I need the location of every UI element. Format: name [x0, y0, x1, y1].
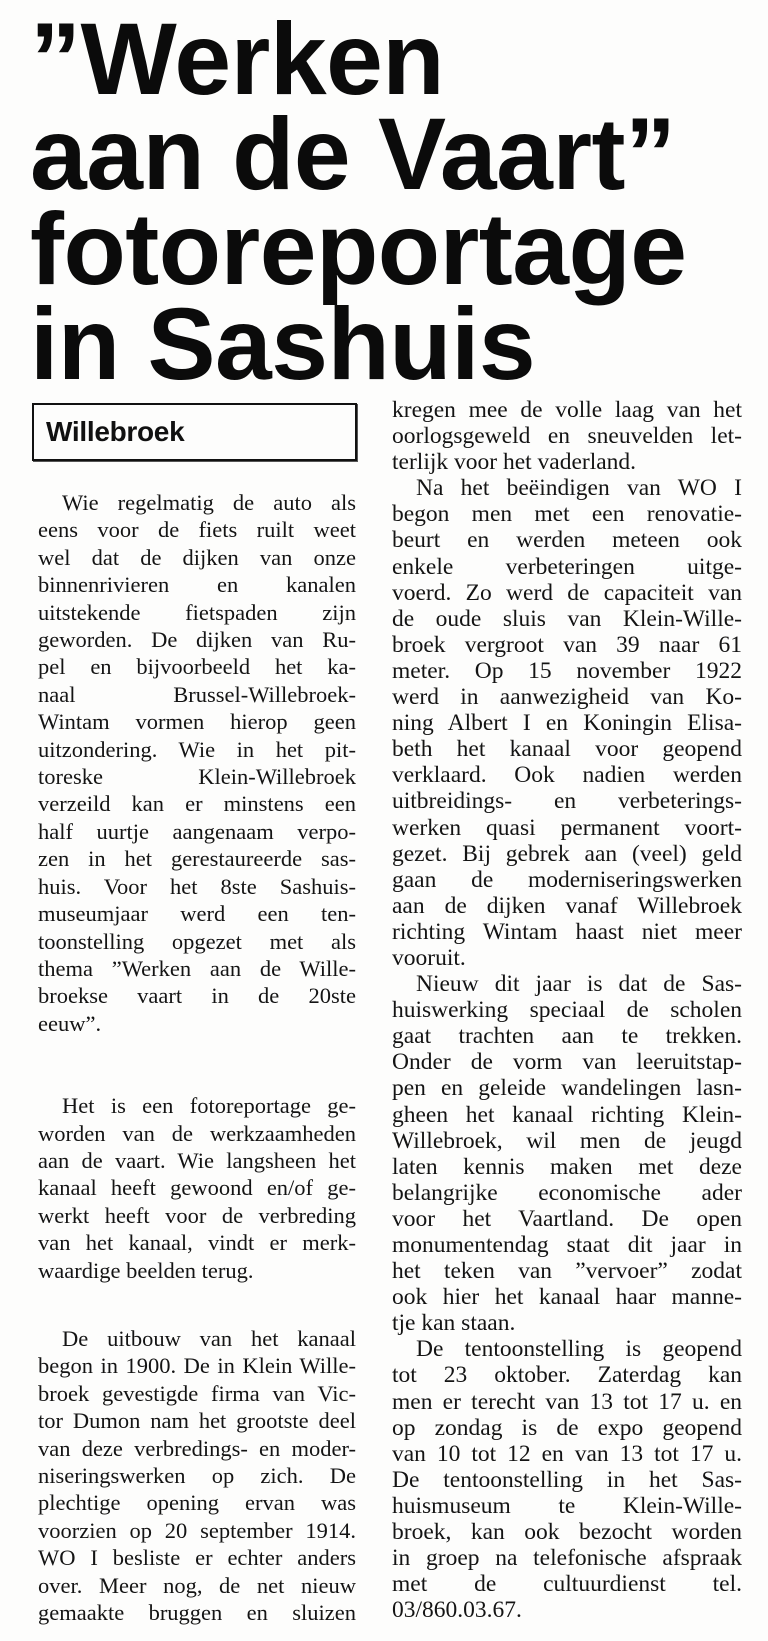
text-line: De tentoonstelling is geopend: [416, 1336, 742, 1363]
text-line: werkt heeft voor de verbreding: [38, 1202, 356, 1228]
text-line: in groep na telefonische afspraak: [392, 1545, 742, 1572]
text-line: De uitbouw van het kanaal: [62, 1325, 356, 1351]
text-line: uitbreidings- en verbeterings-: [392, 788, 742, 815]
text-line: over. Meer nog, de net nieuw: [38, 1572, 356, 1598]
text-line: richting Wintam haast niet meer: [392, 918, 742, 945]
text-line: gemaakte bruggen en sluizen: [38, 1600, 356, 1626]
text-line: van het kanaal, vindt er merk-: [38, 1230, 356, 1256]
text-line: verzeild kan er minstens een: [38, 791, 356, 817]
text-line: van 10 tot 12 en van 13 tot 17 u.: [392, 1440, 742, 1467]
text-line: het teken van ”vervoer” zodat: [392, 1258, 742, 1285]
text-line: voorzien op 20 september 1914.: [38, 1517, 356, 1543]
text-line: belangrijke economische ader: [392, 1179, 742, 1206]
text-line: werd in aanwezigheid van Ko-: [392, 684, 742, 711]
text-line: eens voor de fiets ruilt weet: [38, 517, 356, 543]
paragraph: [38, 1325, 356, 1626]
text-line: met de cultuurdienst tel.: [392, 1571, 742, 1598]
text-line: 03/860.03.67.: [392, 1597, 522, 1624]
text-line: De tentoonstelling in het Sas-: [392, 1466, 742, 1493]
text-line: vooruit.: [392, 944, 466, 971]
headline-line: ”Werken: [30, 2, 445, 116]
dateline: Willebroek: [46, 416, 185, 447]
text-line: Willebroek, wil men de jeugd: [392, 1127, 742, 1154]
text-line: broek gevestigde firma van Vic-: [38, 1380, 356, 1406]
paragraph: [392, 475, 742, 971]
text-line: wel dat de dijken van onze: [38, 544, 356, 570]
text-line: voerd. Zo werd de capaciteit van: [392, 579, 742, 606]
text-line: thema ”Werken aan de Wille-: [38, 955, 356, 981]
headline-line: in Sashuis: [30, 287, 536, 401]
text-line: beth het kanaal voor geopend: [392, 736, 742, 763]
text-line: huis. Voor het 8ste Sashuis-: [38, 873, 356, 899]
text-line: Nieuw dit jaar is dat de Sas-: [416, 971, 742, 998]
text-line: WO I besliste er echter anders: [38, 1545, 356, 1571]
right-column: [392, 397, 742, 1623]
text-line: voor het Vaartland. De open: [392, 1205, 742, 1232]
text-line: Het is een fotoreportage ge-: [62, 1093, 356, 1119]
text-line: toreske Klein-Willebroek: [38, 764, 356, 790]
text-line: werken quasi permanent voort-: [392, 814, 742, 841]
text-line: oorlogsgeweld en sneuvelden let-: [392, 423, 742, 450]
text-line: monumentendag staat dit jaar in: [392, 1232, 742, 1258]
text-line: beurt en werden meteen ook: [392, 527, 742, 554]
text-line: Onder de vorm van leeruitstap-: [392, 1049, 742, 1076]
paragraph: [38, 1092, 356, 1284]
text-line: gaat trachten aan te trekken.: [392, 1023, 742, 1050]
text-line: binnenrivieren en kanalen: [38, 572, 356, 598]
paragraph: [392, 1336, 742, 1623]
text-line: ook hier het kanaal haar manne-: [392, 1284, 742, 1311]
paragraph: [392, 397, 742, 475]
text-line: huiswerking speciaal de scholen: [392, 997, 742, 1024]
text-line: de oude sluis van Klein-Wille-: [392, 605, 742, 632]
text-line: uitzondering. Wie in het pit-: [38, 736, 356, 762]
text-line: naal Brussel-Willebroek-: [38, 681, 356, 707]
text-line: Na het beëindigen van WO I: [416, 475, 742, 502]
text-line: van deze verbredings- en moder-: [38, 1435, 356, 1461]
text-line: kregen mee de volle laag van het: [392, 397, 742, 423]
text-line: half uurtje aangenaam verpo-: [38, 818, 356, 844]
text-line: pen en geleide wandelingen lasn-: [392, 1075, 742, 1102]
text-line: worden van de werkzaamheden: [38, 1120, 356, 1146]
text-line: verklaard. Ook nadien werden: [392, 762, 742, 789]
text-line: laten kennis maken met deze: [392, 1153, 742, 1180]
text-line: huismuseum te Klein-Wille-: [392, 1492, 742, 1519]
text-line: op zondag is de expo geopend: [392, 1414, 742, 1441]
text-line: tot 23 oktober. Zaterdag kan: [392, 1362, 742, 1389]
dateline-box: [32, 403, 357, 461]
text-line: pel en bijvoorbeeld het ka-: [38, 654, 356, 680]
text-line: begon men met een renovatie-: [392, 501, 742, 528]
text-line: men er terecht van 13 tot 17 u. en: [392, 1388, 742, 1415]
left-column: [38, 489, 356, 1626]
text-line: zen in het gerestaureerde sas-: [38, 846, 356, 872]
text-line: geworden. De dijken van Ru-: [38, 627, 356, 653]
text-line: gaan de moderniseringswerken: [392, 866, 742, 893]
text-line: ning Albert I en Koningin Elisa-: [392, 710, 742, 737]
text-line: broek vergroot van 39 naar 61: [392, 631, 742, 658]
text-line: meter. Op 15 november 1922: [392, 657, 742, 684]
text-line: tor Dumon nam het grootste deel: [38, 1408, 356, 1434]
text-line: gheen het kanaal richting Klein-: [392, 1101, 742, 1128]
text-line: tje kan staan.: [392, 1310, 516, 1337]
paragraph: [392, 971, 742, 1336]
text-line: broek, kan ook bezocht worden: [392, 1519, 742, 1546]
paragraph: [38, 489, 356, 1037]
text-line: niseringswerken op zich. De: [38, 1463, 356, 1488]
text-line: broekse vaart in de 20ste: [38, 983, 356, 1009]
text-line: aan de vaart. Wie langsheen het: [38, 1147, 356, 1173]
text-line: aan de dijken vanaf Willebroek: [392, 892, 742, 919]
text-line: toonstelling opgezet met als: [38, 928, 356, 954]
text-line: waardige beelden terug.: [38, 1257, 254, 1283]
text-line: enkele verbeteringen uitge-: [392, 553, 742, 580]
headline: [30, 2, 687, 401]
text-line: Wintam vormen hierop geen: [38, 709, 356, 735]
text-line: eeuw”.: [38, 1010, 102, 1036]
text-line: museumjaar werd een ten-: [38, 901, 356, 927]
text-line: kanaal heeft gewoond en/of ge-: [38, 1175, 356, 1201]
text-line: Wie regelmatig de auto als: [62, 490, 356, 515]
text-line: gezet. Bij gebrek aan (veel) geld: [392, 840, 742, 867]
text-line: terlijk voor het vaderland.: [392, 449, 637, 476]
text-line: plechtige opening ervan was: [38, 1490, 356, 1516]
text-line: uitstekende fietspaden zijn: [38, 599, 356, 625]
text-line: begon in 1900. De in Klein Wille-: [38, 1353, 356, 1379]
headline-line: aan de Vaart”: [30, 97, 676, 211]
headline-line: fotoreportage: [30, 192, 687, 306]
